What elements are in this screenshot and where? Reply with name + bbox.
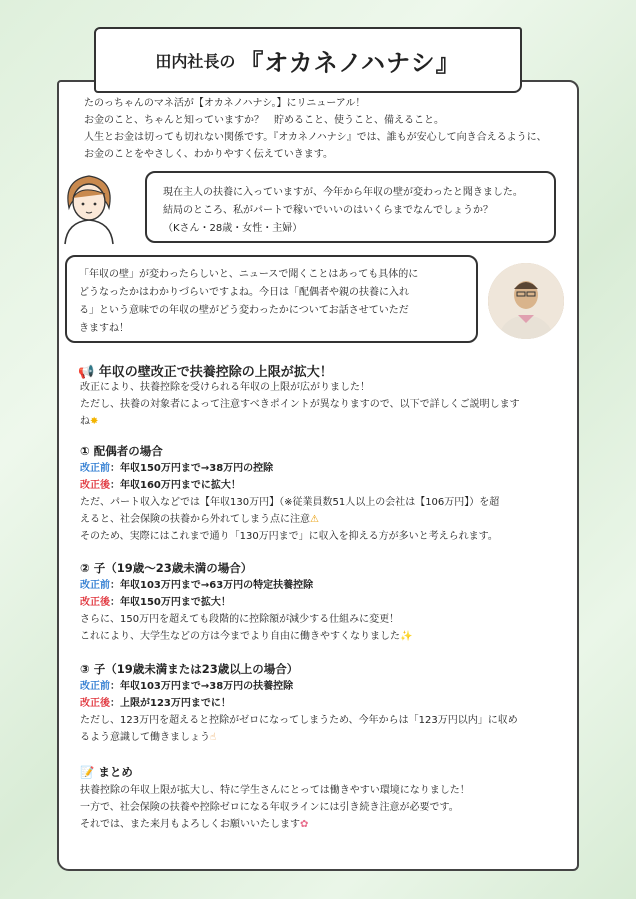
megaphone-icon: 📢 bbox=[78, 365, 95, 380]
case1-note: そのため、実際にはこれまで通り「130万円まで」に収入を抑える方が多いと考えられます。 bbox=[80, 531, 498, 542]
intro-text bbox=[84, 95, 547, 163]
case3-after: 改正後：上限が123万円までに！ bbox=[80, 698, 231, 709]
before-label: 改正前 bbox=[80, 463, 110, 474]
case2-before: 改正前：年収103万円まで→63万円の特定扶養控除 bbox=[80, 580, 314, 591]
case2-note: さらに、150万円を超えても段階的に控除額が減少する仕組みに変更！ bbox=[80, 614, 400, 625]
summary-line: 一方で、社会保険の扶養や控除ゼロになる年収ラインには引き続き注意が必要です。 bbox=[80, 802, 459, 813]
section-lead: 改正により、扶養控除を受けられる年収の上限が広がりました！ bbox=[80, 382, 370, 393]
president-photo bbox=[488, 263, 564, 339]
after-label: 改正後 bbox=[80, 480, 110, 491]
flower-icon: ✿ bbox=[300, 819, 309, 830]
title-box bbox=[94, 27, 522, 93]
title-prefix: 田内社長の bbox=[155, 51, 236, 71]
after-label: 改正後 bbox=[80, 597, 110, 608]
answer-line: きますね！ bbox=[79, 323, 129, 334]
case3-before: 改正前：年収103万円まで→38万円の扶養控除 bbox=[80, 681, 294, 692]
section-lead: ね✸ bbox=[80, 413, 98, 430]
answer-line: どうなったかはわかりづらいですよね。今日は「配偶者や親の扶養に入れ bbox=[79, 287, 409, 298]
summary-line: それでは、また来月もよろしくお願いいたします✿ bbox=[80, 816, 308, 833]
question-line: 現在主人の扶養に入っていますが、今年から年収の壁が変わったと聞きました。 bbox=[163, 187, 523, 198]
sparkle-icon: ✸ bbox=[90, 416, 99, 427]
memo-icon: 📝 bbox=[80, 765, 95, 779]
summary-heading: 📝 まとめ bbox=[80, 765, 133, 779]
case1-before: 改正前：年収150万円まで→38万円の控除 bbox=[80, 463, 274, 474]
after-label: 改正後 bbox=[80, 698, 110, 709]
before-label: 改正前 bbox=[80, 681, 110, 692]
question-bubble bbox=[145, 171, 556, 243]
answer-line: る」という意味での年収の壁がどう変わったかについてお話させていただ bbox=[79, 305, 409, 316]
intro-line: 人生とお金は切っても切れない関係です。『オカネノハナシ』では、誰もが安心して向き合えるように、 bbox=[84, 132, 547, 143]
warning-icon: ⚠ bbox=[310, 514, 319, 525]
case2-note: これにより、大学生などの方は今までより自由に働きやすくなりました✨ bbox=[80, 628, 412, 645]
answer-bubble bbox=[65, 255, 478, 343]
case2-after: 改正後：年収150万円まで拡大！ bbox=[80, 597, 231, 608]
questioner-avatar bbox=[55, 168, 123, 246]
pointing-icon: ☝ bbox=[210, 732, 217, 743]
section-heading: 📢 年収の壁改正で扶養控除の上限が拡大！ bbox=[78, 365, 333, 380]
case3-note: ただし、123万円を超えると控除がゼロになってしまうため、今年からは「123万円以内」に収め bbox=[80, 715, 518, 726]
case1-heading: ① 配偶者の場合 bbox=[80, 444, 163, 458]
summary-line: 扶養控除の年収上限が拡大し、特に学生さんにとっては働きやすい環境になりました！ bbox=[80, 785, 470, 796]
intro-line: お金のこと、ちゃんと知っていますか？ 貯めること、使うこと、備えること。 bbox=[84, 115, 444, 126]
case1-note: えると、社会保険の扶養から外れてしまう点に注意⚠ bbox=[80, 511, 319, 528]
case3-note: るよう意識して働きましょう☝ bbox=[80, 729, 216, 746]
title-main: 『オカネノハナシ』 bbox=[239, 48, 461, 77]
section-lead: ただし、扶養の対象者によって注意すべきポイントが異なりますので、以下で詳しくご説明します bbox=[80, 399, 520, 410]
intro-line: お金のことをやさしく、わかりやすく伝えていきます。 bbox=[84, 149, 333, 160]
answer-line: 「年収の壁」が変わったらしいと、ニュースで聞くことはあっても具体的に bbox=[79, 269, 419, 280]
before-label: 改正前 bbox=[80, 580, 110, 591]
case1-note: ただ、パート収入などでは【年収130万円】（※従業員数51人以上の会社は【106万円】）を超 bbox=[80, 497, 500, 508]
intro-line: たのっちゃんのマネ活が【オカネノハナシ。】にリニューアル！ bbox=[84, 98, 366, 109]
case1-after: 改正後：年収160万円までに拡大！ bbox=[80, 480, 241, 491]
question-line: 結局のところ、私がパートで稼いでいいのはいくらまでなんでしょうか？ bbox=[163, 205, 493, 216]
sparkles-icon: ✨ bbox=[400, 631, 413, 642]
case2-heading: ② 子（19歳〜23歳未満の場合） bbox=[80, 561, 253, 575]
question-line: （Kさん・28歳・女性・主婦） bbox=[163, 223, 303, 234]
case3-heading: ③ 子（19歳未満または23歳以上の場合） bbox=[80, 662, 299, 676]
